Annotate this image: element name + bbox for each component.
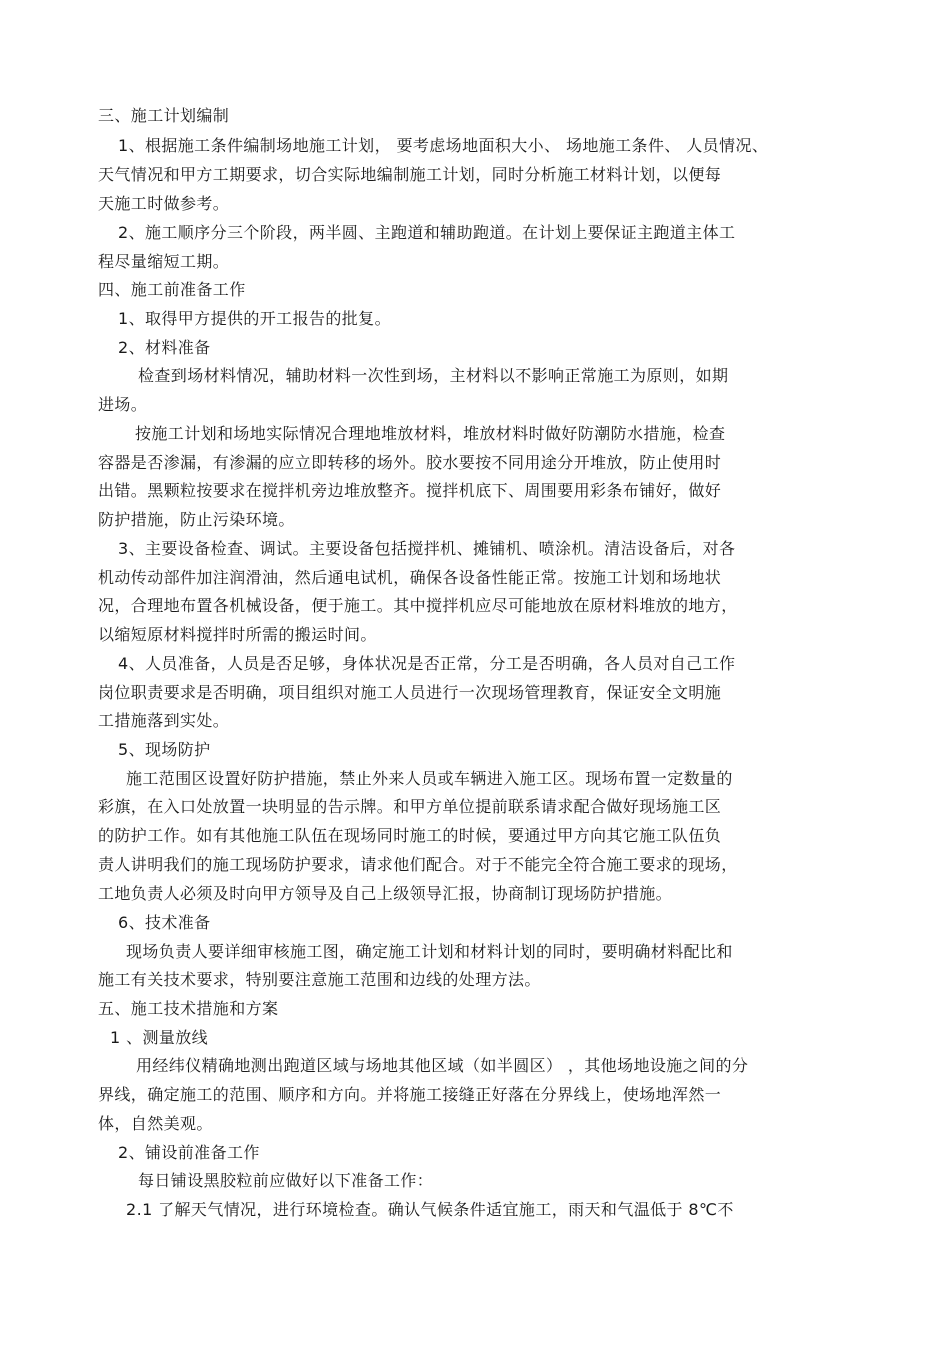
paragraph-line: 以缩短原材料搅拌时所需的搬运时间。: [98, 625, 377, 644]
paragraph-line: 每日铺设黑胶粒前应做好以下准备工作：: [138, 1171, 434, 1190]
paragraph-line: 天气情况和甲方工期要求，切合实际地编制施工计划，同时分析施工材料计划，以便每: [98, 165, 722, 184]
paragraph-line: 检查到场材料情况，辅助材料一次性到场，主材料以不影响正常施工为原则，如期: [138, 366, 729, 385]
section-heading-4: 四、施工前准备工作: [98, 280, 246, 299]
paragraph-line: 的防护工作。如有其他施工队伍在现场同时施工的时候，要通过甲方向其它施工队伍负: [98, 826, 722, 845]
paragraph-line: 天施工时做参考。: [98, 194, 230, 213]
paragraph-line: 2.1 了解天气情况，进行环境检查。确认气候条件适宜施工，雨天和气温低于 8℃不: [126, 1200, 734, 1219]
list-item: 1、取得甲方提供的开工报告的批复。: [118, 309, 391, 328]
paragraph-line: 况，合理地布置各机械设备，便于施工。其中搅拌机应尽可能地放在原材料堆放的地方，: [98, 596, 738, 615]
paragraph-line: 现场负责人要详细审核施工图，确定施工计划和材料计划的同时，要明确材料配比和: [126, 942, 733, 961]
paragraph-line: 出错。黑颗粒按要求在搅拌机旁边堆放整齐。搅拌机底下、周围要用彩条布铺好，做好: [98, 481, 722, 500]
paragraph-line: 按施工计划和场地实际情况合理地堆放材料，堆放材料时做好防潮防水措施，检查: [135, 424, 726, 443]
paragraph-line: 岗位职责要求是否明确，项目组织对施工人员进行一次现场管理教育，保证安全文明施: [98, 683, 722, 702]
paragraph-line: 1、根据施工条件编制场地施工计划， 要考虑场地面积大小、 场地施工条件、 人员情况、: [118, 136, 769, 155]
subheading: 5、现场防护: [118, 740, 211, 759]
paragraph-line: 工地负责人必须及时向甲方领导及自己上级领导汇报，协商制订现场防护措施。: [98, 884, 673, 903]
paragraph-line: 施工有关技术要求，特别要注意施工范围和边线的处理方法。: [98, 970, 541, 989]
paragraph-line: 4、人员准备，人员是否足够，身体状况是否正常，分工是否明确，各人员对自己工作: [118, 654, 736, 673]
paragraph-line: 施工范围区设置好防护措施，禁止外来人员或车辆进入施工区。现场布置一定数量的: [126, 769, 733, 788]
paragraph-line: 工措施落到实处。: [98, 711, 230, 730]
paragraph-line: 责人讲明我们的施工现场防护要求，请求他们配合。对于不能完全符合施工要求的现场，: [98, 855, 738, 874]
paragraph-line: 程尽量缩短工期。: [98, 252, 230, 271]
paragraph-line: 用经纬仪精确地测出跑道区域与场地其他区域（如半圆区） ，其他场地设施之间的分: [136, 1056, 749, 1075]
paragraph-line: 彩旗，在入口处放置一块明显的告示牌。和甲方单位提前联系请求配合做好现场施工区: [98, 797, 722, 816]
section-heading-5: 五、施工技术措施和方案: [98, 999, 279, 1018]
paragraph-line: 界线，确定施工的范围、顺序和方向。并将施工接缝正好落在分界线上，使场地浑然一: [98, 1085, 722, 1104]
paragraph-line: 机动传动部件加注润滑油，然后通电试机，确保各设备性能正常。按施工计划和场地状: [98, 568, 722, 587]
paragraph-line: 3、主要设备检查、调试。主要设备包括搅拌机、摊铺机、喷涂机。清洁设备后，对各: [118, 539, 736, 558]
subheading: 6、技术准备: [118, 913, 211, 932]
paragraph-line: 2、施工顺序分三个阶段，两半圆、主跑道和辅助跑道。在计划上要保证主跑道主体工: [118, 223, 736, 242]
paragraph-line: 体，自然美观。: [98, 1114, 213, 1133]
subheading: 1 、测量放线: [110, 1028, 209, 1047]
paragraph-line: 容器是否渗漏，有渗漏的应立即转移的场外。胶水要按不同用途分开堆放，防止使用时: [98, 453, 722, 472]
subheading: 2、材料准备: [118, 338, 211, 357]
paragraph-line: 防护措施，防止污染环境。: [98, 510, 295, 529]
subheading: 2、铺设前准备工作: [118, 1143, 260, 1162]
paragraph-line: 进场。: [98, 395, 148, 414]
section-heading-3: 三、施工计划编制: [98, 106, 230, 125]
